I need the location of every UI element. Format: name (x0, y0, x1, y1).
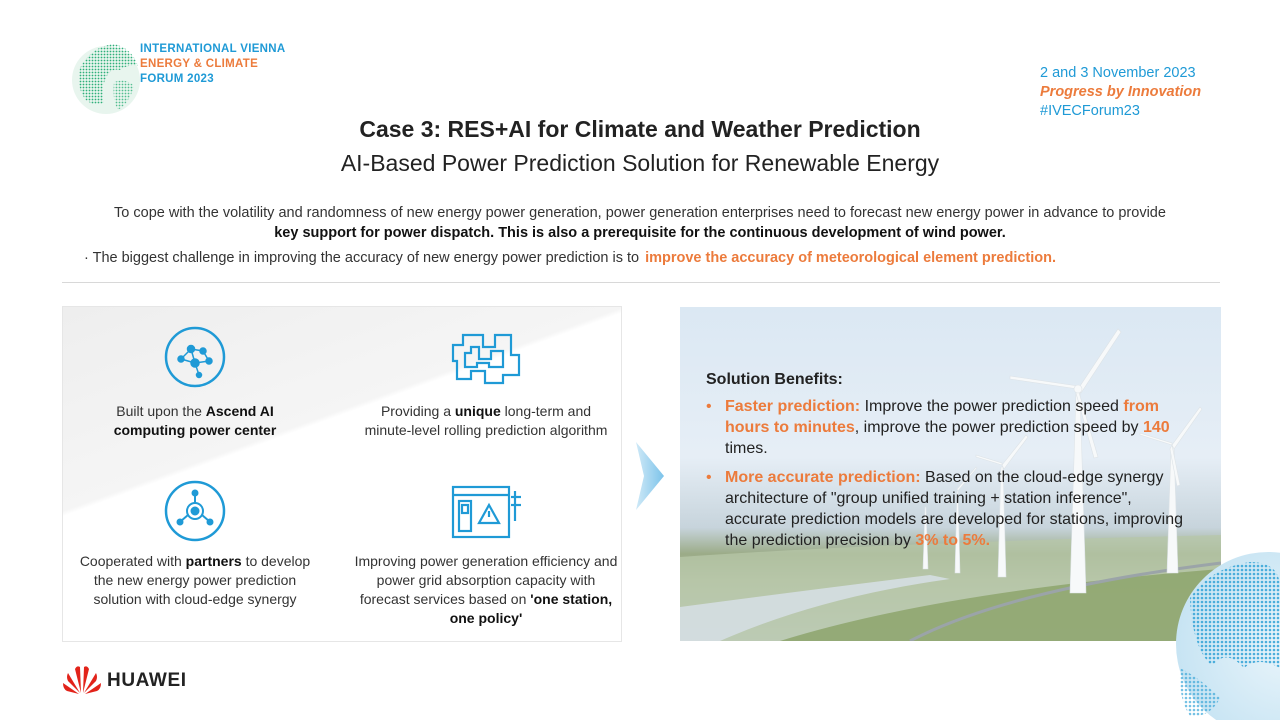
benefits-list (706, 396, 1196, 551)
benefit-accurate-text1: Based on the cloud-edge synergy architecture of "group unified training + station inference", accurate prediction models are developed for stations, improving the prediction precision by (725, 469, 1184, 549)
event-date: 2 and 3 November 2023 (1040, 65, 1196, 81)
feature-ascend-bold: Ascend AI computing power center (113, 403, 277, 438)
benefit-faster-highlight2: 140 (1142, 419, 1170, 436)
benefit-accurate-text2: . (985, 532, 991, 549)
huawei-brand: HUAWEI (107, 670, 187, 691)
feature-algorithm-bold: unique (454, 403, 501, 419)
feature-algorithm-text: Providing a (380, 403, 455, 419)
benefit-faster-label: Faster prediction: (725, 398, 861, 415)
bullet-dot: • (706, 398, 712, 415)
feature-efficiency (353, 552, 619, 628)
feature-efficiency-bold: 'one station, one policy' (449, 591, 613, 626)
forum-name-line1: INTERNATIONAL VIENNA (140, 43, 286, 55)
page-subtitle: AI-Based Power Prediction Solution for Renewable Energy (340, 150, 940, 176)
feature-algorithm (363, 402, 609, 440)
feature-ascend-text: Built upon the (116, 403, 206, 419)
event-hashtag: #IVECForum23 (1040, 103, 1140, 119)
feature-partners-tail: to develop the new energy power prediction solution with cloud-edge synergy (93, 553, 311, 607)
solution-benefits (706, 369, 1196, 559)
benefit-faster-text2: , improve the power prediction speed by (854, 419, 1143, 436)
forum-name-line3: FORUM 2023 (140, 73, 214, 85)
benefit-item-accurate (706, 467, 1196, 551)
intro-paragraph (100, 203, 1180, 243)
feature-algorithm-tail: long-term and minute-level rolling prediction algorithm (364, 403, 608, 438)
benefit-accurate-highlight1: 3% to 5% (915, 532, 986, 549)
benefits-heading: Solution Benefits: (706, 371, 843, 388)
benefit-accurate-label: More accurate prediction: (725, 469, 921, 486)
forum-name-line2: ENERGY & CLIMATE (140, 58, 259, 70)
partner-network-icon (163, 479, 227, 543)
power-station-icon (449, 481, 525, 541)
intro-bold: key support for power dispatch. This is also a prerequisite for the continuous development of wind power. (274, 225, 1006, 241)
benefit-faster-text3: times. (725, 440, 768, 457)
benefit-item-faster (706, 396, 1196, 459)
benefit-faster-highlight1: from hours to minutes (725, 398, 1159, 436)
intro-text: To cope with the volatility and randomness of new energy power generation, power generation enterprises need to forecast new energy power in advance to provide (114, 205, 1166, 221)
event-info (1040, 64, 1201, 121)
challenge-highlight: improve the accuracy of meteorological element prediction. (645, 250, 1057, 266)
feature-partners-text: Cooperated with (79, 553, 186, 569)
huawei-logo-icon (62, 663, 102, 695)
bullet-dot: • (706, 469, 712, 486)
challenge-bullet (84, 250, 1234, 266)
challenge-text: · The biggest challenge in improving the accuracy of new energy power prediction is to (84, 250, 640, 266)
chevron-right-icon (634, 440, 666, 512)
ai-brain-network-icon (163, 325, 227, 389)
forum-globe-logo (70, 38, 144, 122)
features-panel (62, 306, 622, 642)
feature-partners (69, 552, 321, 609)
event-motto: Progress by Innovation (1040, 84, 1202, 100)
benefit-faster-text1: Improve the power prediction speed (860, 398, 1124, 415)
feature-partners-bold: partners (185, 553, 242, 569)
page-title: Case 3: RES+AI for Climate and Weather Prediction (359, 116, 921, 142)
feature-ascend (83, 402, 307, 440)
forum-name (140, 42, 286, 87)
feature-efficiency-text: Improving power generation efficiency and power grid absorption capacity with forecast services based on (354, 553, 618, 607)
divider (62, 282, 1220, 283)
corner-globe-decoration (1140, 548, 1280, 720)
circuit-algorithm-icon (449, 325, 525, 389)
